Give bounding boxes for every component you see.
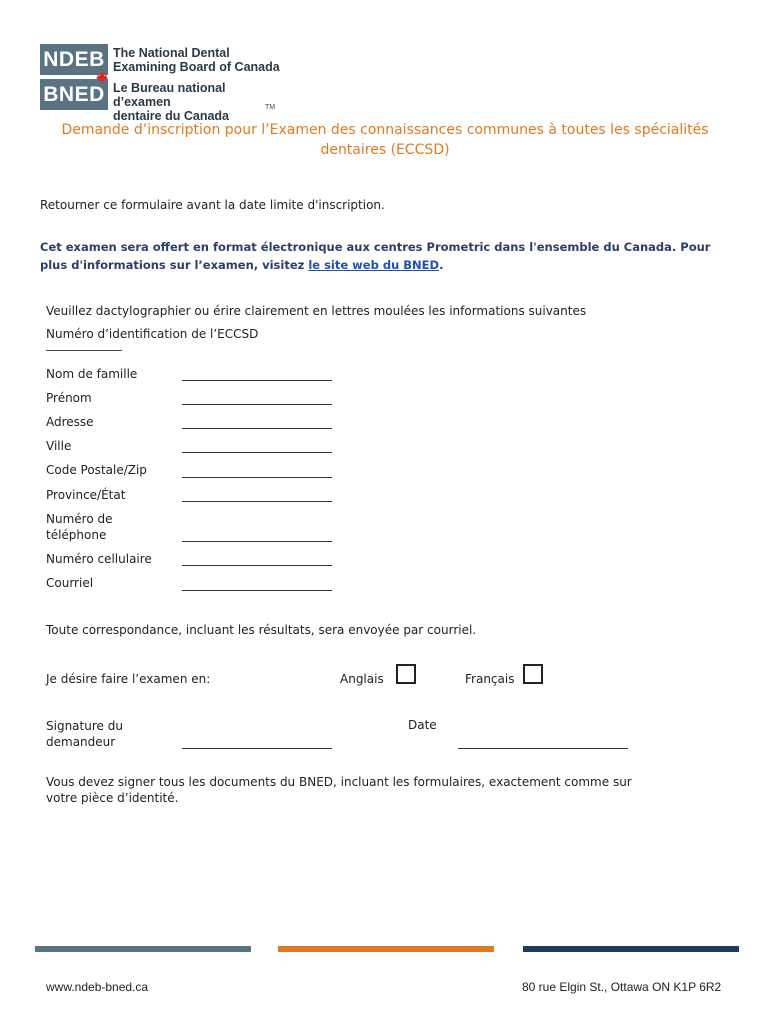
cell-label: Numéro cellulaire xyxy=(46,552,152,566)
maple-leaf-icon xyxy=(95,70,109,84)
email-label: Courriel xyxy=(46,576,94,590)
postal-code-label: Code Postale/Zip xyxy=(46,463,147,477)
footer-bar-slate xyxy=(35,946,251,952)
logo-en-line2: Examining Board of Canada xyxy=(113,60,280,74)
phone-field[interactable] xyxy=(182,541,332,542)
english-checkbox[interactable] xyxy=(396,664,416,684)
eccsd-id-label: Numéro d’identification de l’ECCSD xyxy=(46,327,259,341)
footer-bar-navy xyxy=(523,946,739,952)
correspondence-note: Toute correspondance, incluant les résultats, sera envoyée par courriel. xyxy=(46,623,477,637)
fill-instructions: Veuillez dactylographier ou érire clairement en lettres moulées les informations suivantes xyxy=(46,304,587,318)
date-field[interactable] xyxy=(458,748,628,749)
form-title: Demande d’inscription pour l’Examen des connaissances communes à toutes les spécialités dentaires (ECCSD) xyxy=(61,122,709,158)
province-label: Province/État xyxy=(46,488,126,502)
signature-note: Vous devez signer tous les documents du BNED, incluant les formulaires, exactement comme sur votre pièce d’identité. xyxy=(46,775,632,805)
exam-notice-text: Cet examen sera offert en format électronique aux centres Prometric dans l'ensemble du Canada. Pour plus d'informations sur l’examen, visitez xyxy=(40,240,711,272)
ndeb-logo xyxy=(40,44,280,123)
footer-bar-orange xyxy=(278,946,494,952)
english-label: Anglais xyxy=(340,672,384,686)
footer-address: 80 rue Elgin St., Ottawa ON K1P 6R2 xyxy=(522,980,722,994)
logo-bned-box: BNED xyxy=(40,79,108,110)
logo-ndeb-box: NDEB xyxy=(40,44,108,75)
french-checkbox[interactable] xyxy=(523,664,543,684)
date-label: Date xyxy=(408,718,437,732)
eccsd-id-field[interactable] xyxy=(46,349,122,351)
trademark-symbol: TM xyxy=(265,104,276,111)
first-name-label: Prénom xyxy=(46,391,92,405)
logo-fr-line2: dentaire du Canada xyxy=(113,109,229,123)
city-label: Ville xyxy=(46,439,72,453)
phone-label: Numéro de téléphone xyxy=(46,512,113,542)
signature-label: Signature du demandeur xyxy=(46,719,123,749)
address-label: Adresse xyxy=(46,415,94,429)
logo-fr-line1: Le Bureau national d’examen xyxy=(113,81,226,109)
language-label: Je désire faire l’examen en: xyxy=(46,672,211,686)
cell-field[interactable] xyxy=(182,565,332,566)
footer-website: www.ndeb-bned.ca xyxy=(46,980,149,994)
address-field[interactable] xyxy=(182,428,332,429)
last-name-label: Nom de famille xyxy=(46,367,138,381)
exam-notice xyxy=(40,238,730,274)
return-instruction: Retourner ce formulaire avant la date limite d'inscription. xyxy=(40,198,385,212)
province-field[interactable] xyxy=(182,501,332,502)
last-name-field[interactable] xyxy=(182,380,332,381)
first-name-field[interactable] xyxy=(182,404,332,405)
city-field[interactable] xyxy=(182,452,332,453)
postal-code-field[interactable] xyxy=(182,477,332,478)
email-field[interactable] xyxy=(182,590,332,591)
french-label: Français xyxy=(465,672,515,686)
logo-text-french xyxy=(113,81,280,123)
signature-field[interactable] xyxy=(182,748,332,749)
exam-notice-end: . xyxy=(439,258,444,272)
logo-en-line1: The National Dental xyxy=(113,46,230,60)
bned-website-link[interactable]: le site web du BNED xyxy=(308,258,440,272)
logo-text-english xyxy=(113,46,280,74)
